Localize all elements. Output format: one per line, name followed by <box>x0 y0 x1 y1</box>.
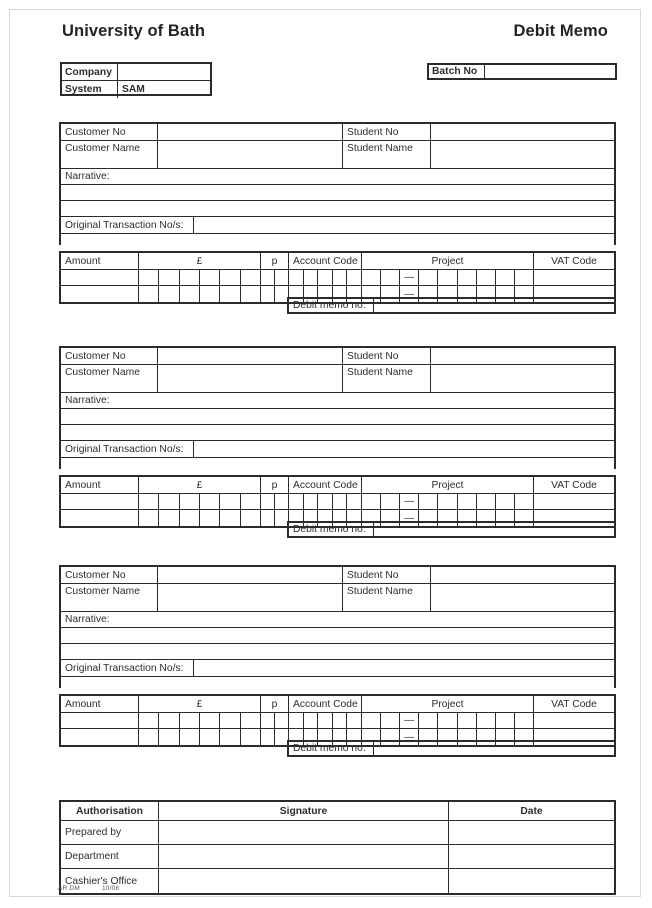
grid-cell[interactable] <box>304 494 319 509</box>
pence-grid-row-2 <box>261 729 288 745</box>
grid-cell[interactable] <box>159 270 179 285</box>
authorisation-header-date: Date <box>520 805 543 817</box>
narrative-label-row: Narrative: <box>61 612 614 628</box>
vat-code-field-1[interactable] <box>534 713 614 729</box>
original-transaction-field[interactable] <box>194 660 614 676</box>
company-value[interactable] <box>118 64 210 80</box>
page-header <box>53 22 617 58</box>
pence-entry-column <box>261 713 289 745</box>
grid-cell[interactable] <box>180 494 200 509</box>
pence-grid-row-1 <box>261 270 288 286</box>
account-code-grid-row-1 <box>289 494 361 510</box>
grid-cell[interactable] <box>438 494 457 509</box>
pound-entry-column <box>139 494 261 526</box>
amount-field-2[interactable] <box>61 729 138 745</box>
amount-column-header: Amount <box>61 477 139 493</box>
amount-table-header <box>61 477 614 494</box>
grid-cell[interactable] <box>318 494 333 509</box>
customer-no-field[interactable] <box>158 567 343 583</box>
customer-name-row <box>61 365 614 393</box>
pence-entry-column <box>261 270 289 302</box>
pound-entry-column <box>139 270 261 302</box>
narrative-line-2[interactable] <box>61 201 614 217</box>
original-transaction-row <box>61 217 614 234</box>
customer-no-label: Customer No <box>61 348 158 364</box>
grid-cell[interactable] <box>304 713 319 728</box>
amount-field-1[interactable] <box>61 713 138 729</box>
grid-cell[interactable] <box>458 270 477 285</box>
student-name-field[interactable] <box>431 584 614 611</box>
project-dash-separator: — <box>400 494 419 509</box>
customer-no-row <box>61 124 614 141</box>
vat-code-field-1[interactable] <box>534 494 614 510</box>
student-no-field[interactable] <box>431 124 614 140</box>
customer-no-field[interactable] <box>158 124 343 140</box>
spacer-row <box>61 234 614 245</box>
grid-cell[interactable] <box>241 286 260 302</box>
amount-entry-column <box>61 270 139 302</box>
authorisation-label-prepared-by: Prepared by <box>61 821 159 844</box>
narrative-label-row: Narrative: <box>61 169 614 185</box>
pound-column-header: £ <box>139 253 261 269</box>
customer-name-row <box>61 584 614 612</box>
pence-column-header: p <box>261 253 289 269</box>
grid-cell[interactable] <box>261 729 275 745</box>
project-dash-separator: — <box>400 713 419 728</box>
grid-cell[interactable] <box>241 729 260 745</box>
pound-grid-row-2 <box>139 286 260 302</box>
grid-cell[interactable] <box>419 270 438 285</box>
pound-grid-row-2 <box>139 510 260 526</box>
amount-field-1[interactable] <box>61 494 138 510</box>
grid-cell[interactable] <box>477 494 496 509</box>
amount-column-header: Amount <box>61 696 139 712</box>
grid-cell[interactable] <box>289 713 304 728</box>
account-code-grid-row-1 <box>289 713 361 729</box>
account-code-column-header: Account Code <box>289 477 362 493</box>
grid-cell[interactable] <box>381 713 400 728</box>
grid-cell[interactable] <box>180 729 200 745</box>
signature-field-department[interactable] <box>159 845 449 868</box>
batch-no-field[interactable] <box>485 65 615 78</box>
project-dash-separator: — <box>400 286 419 302</box>
grid-cell[interactable] <box>261 713 275 728</box>
customer-name-row <box>61 141 614 169</box>
grid-cell[interactable] <box>333 270 348 285</box>
system-value[interactable]: SAM <box>122 84 145 95</box>
project-dash-separator: — <box>400 729 419 745</box>
original-transaction-field[interactable] <box>194 441 614 457</box>
grid-cell[interactable] <box>419 494 438 509</box>
account-code-column-header: Account Code <box>289 696 362 712</box>
account-code-grid-row-1 <box>289 270 361 286</box>
student-no-label: Student No <box>343 567 431 583</box>
customer-name-label: Customer Name <box>61 584 158 611</box>
customer-no-row <box>61 567 614 584</box>
project-column-header: Project <box>362 477 534 493</box>
form-revision-text: 10/08 <box>101 885 120 892</box>
grid-cell[interactable] <box>180 713 200 728</box>
amount-entry-column <box>61 713 139 745</box>
customer-name-label: Customer Name <box>61 141 158 168</box>
date-field-prepared-by[interactable] <box>449 821 614 844</box>
grid-cell[interactable] <box>347 270 361 285</box>
grid-cell[interactable] <box>477 713 496 728</box>
amount-field-1[interactable] <box>61 270 138 286</box>
original-transaction-row <box>61 660 614 677</box>
student-name-field[interactable] <box>431 141 614 168</box>
grid-cell[interactable] <box>362 713 381 728</box>
debit-memo-no-label: Debit memo no: <box>289 299 374 312</box>
grid-cell[interactable] <box>261 286 275 302</box>
customer-no-field[interactable] <box>158 348 343 364</box>
vat-code-column-header: VAT Code <box>551 698 597 710</box>
debit-memo-no-label: Debit memo no: <box>289 523 374 536</box>
batch-no-table <box>427 63 617 80</box>
grid-cell[interactable] <box>515 270 533 285</box>
batch-no-label: Batch No <box>429 65 485 78</box>
grid-cell[interactable] <box>333 494 348 509</box>
grid-cell[interactable] <box>159 286 179 302</box>
debit-memo-no-strip <box>287 521 616 538</box>
grid-cell[interactable] <box>139 510 159 526</box>
grid-cell[interactable] <box>200 729 220 745</box>
vat-code-field-1[interactable] <box>534 270 614 286</box>
amount-table-header <box>61 696 614 713</box>
pence-column-header: p <box>261 696 289 712</box>
pence-grid-row-1 <box>261 713 288 729</box>
grid-cell[interactable] <box>362 494 381 509</box>
pound-grid-row-1 <box>139 494 260 510</box>
system-label: System <box>62 81 118 98</box>
narrative-line-2[interactable] <box>61 425 614 441</box>
organisation-title: University of Bath <box>62 22 205 40</box>
project-grid-row-1 <box>362 713 533 729</box>
narrative-line-1[interactable] <box>61 628 614 644</box>
authorisation-header-signature: Signature <box>159 802 449 820</box>
original-transaction-label: Original Transaction No/s: <box>61 217 194 233</box>
grid-cell[interactable] <box>347 494 361 509</box>
grid-cell[interactable] <box>139 494 159 509</box>
customer-details-section <box>59 346 616 469</box>
vat-code-column-header: VAT Code <box>551 255 597 267</box>
student-no-field[interactable] <box>431 567 614 583</box>
grid-cell[interactable] <box>496 270 515 285</box>
authorisation-row-prepared-by <box>61 821 614 845</box>
grid-cell[interactable] <box>220 729 240 745</box>
form-page <box>9 9 641 897</box>
grid-cell[interactable] <box>318 270 333 285</box>
grid-cell[interactable] <box>333 713 348 728</box>
customer-name-field[interactable] <box>158 365 343 392</box>
customer-name-field[interactable] <box>158 584 343 611</box>
grid-cell[interactable] <box>438 270 457 285</box>
amount-field-2[interactable] <box>61 510 138 526</box>
grid-cell[interactable] <box>139 729 159 745</box>
grid-cell[interactable] <box>139 713 159 728</box>
date-field-department[interactable] <box>449 845 614 868</box>
authorisation-label-cashiers-office: Cashier's Office <box>61 869 159 893</box>
student-name-field[interactable] <box>431 365 614 392</box>
customer-no-row <box>61 348 614 365</box>
company-label: Company <box>62 64 118 80</box>
grid-cell[interactable] <box>220 494 240 509</box>
debit-memo-no-strip <box>287 740 616 757</box>
grid-cell[interactable] <box>220 286 240 302</box>
grid-cell[interactable] <box>139 286 159 302</box>
grid-cell[interactable] <box>438 713 457 728</box>
grid-cell[interactable] <box>381 494 400 509</box>
company-row <box>62 64 210 81</box>
customer-no-label: Customer No <box>61 567 158 583</box>
grid-cell[interactable] <box>318 713 333 728</box>
narrative-line-1[interactable] <box>61 185 614 201</box>
grid-cell[interactable] <box>241 510 260 526</box>
amount-column-header: Amount <box>61 253 139 269</box>
project-dash-separator: — <box>400 510 419 526</box>
grid-cell[interactable] <box>304 270 319 285</box>
project-grid-row-1 <box>362 270 533 286</box>
spacer-row <box>61 677 614 688</box>
student-no-field[interactable] <box>431 348 614 364</box>
grid-cell[interactable] <box>275 494 288 509</box>
grid-cell[interactable] <box>159 729 179 745</box>
original-transaction-row <box>61 441 614 458</box>
pound-grid-row-1 <box>139 713 260 729</box>
grid-cell[interactable] <box>180 286 200 302</box>
original-transaction-label: Original Transaction No/s: <box>61 441 194 457</box>
vat-code-column-header: VAT Code <box>551 479 597 491</box>
student-name-label: Student Name <box>343 584 431 611</box>
date-field-cashiers-office[interactable] <box>449 869 614 893</box>
student-name-label: Student Name <box>343 141 431 168</box>
amount-table-header <box>61 253 614 270</box>
authorisation-label-department: Department <box>61 845 159 868</box>
pound-column-header: £ <box>139 696 261 712</box>
project-dash-separator: — <box>400 270 419 285</box>
grid-cell[interactable] <box>200 286 220 302</box>
pence-entry-column <box>261 494 289 526</box>
customer-name-label: Customer Name <box>61 365 158 392</box>
grid-cell[interactable] <box>515 713 533 728</box>
grid-cell[interactable] <box>159 510 179 526</box>
pence-grid-row-1 <box>261 494 288 510</box>
pence-column-header: p <box>261 477 289 493</box>
grid-cell[interactable] <box>458 494 477 509</box>
customer-details-section <box>59 565 616 688</box>
pence-grid-row-2 <box>261 286 288 302</box>
spacer-row <box>61 458 614 469</box>
project-column-header: Project <box>362 696 534 712</box>
original-transaction-label: Original Transaction No/s: <box>61 660 194 676</box>
grid-cell[interactable] <box>220 270 240 285</box>
amount-entry-column <box>61 494 139 526</box>
customer-no-label: Customer No <box>61 124 158 140</box>
footer-form-code <box>58 885 119 892</box>
grid-cell[interactable] <box>496 494 515 509</box>
form-code-text: AR DM <box>58 885 80 892</box>
document-title: Debit Memo <box>513 22 608 40</box>
company-system-table <box>60 62 212 96</box>
debit-memo-no-field[interactable] <box>374 742 614 755</box>
narrative-line-2[interactable] <box>61 644 614 660</box>
pound-entry-column <box>139 713 261 745</box>
grid-cell[interactable] <box>381 270 400 285</box>
grid-cell[interactable] <box>241 270 260 285</box>
grid-cell[interactable] <box>289 494 304 509</box>
customer-name-field[interactable] <box>158 141 343 168</box>
authorisation-header-row <box>61 802 614 821</box>
narrative-label-row: Narrative: <box>61 393 614 409</box>
authorisation-header-label: Authorisation <box>61 802 159 820</box>
grid-cell[interactable] <box>362 270 381 285</box>
amount-field-2[interactable] <box>61 286 138 302</box>
authorisation-row-department <box>61 845 614 869</box>
grid-cell[interactable] <box>261 510 275 526</box>
signature-field-cashiers-office[interactable] <box>159 869 449 893</box>
grid-cell[interactable] <box>347 713 361 728</box>
system-row <box>62 81 210 98</box>
debit-memo-no-field[interactable] <box>374 299 614 312</box>
authorisation-row-cashiers-office <box>61 869 614 893</box>
account-code-column-header: Account Code <box>289 253 362 269</box>
student-no-label: Student No <box>343 348 431 364</box>
debit-memo-no-label: Debit memo no: <box>289 742 374 755</box>
signature-field-prepared-by[interactable] <box>159 821 449 844</box>
grid-cell[interactable] <box>159 713 179 728</box>
grid-cell[interactable] <box>419 713 438 728</box>
customer-details-section <box>59 122 616 245</box>
grid-cell[interactable] <box>275 713 288 728</box>
pound-grid-row-1 <box>139 270 260 286</box>
grid-cell[interactable] <box>159 494 179 509</box>
debit-memo-no-strip <box>287 297 616 314</box>
grid-cell[interactable] <box>241 494 260 509</box>
grid-cell[interactable] <box>261 270 275 285</box>
grid-cell[interactable] <box>261 494 275 509</box>
grid-cell[interactable] <box>515 494 533 509</box>
grid-cell[interactable] <box>220 510 240 526</box>
grid-cell[interactable] <box>200 510 220 526</box>
grid-cell[interactable] <box>180 270 200 285</box>
grid-cell[interactable] <box>200 494 220 509</box>
project-grid-row-1 <box>362 494 533 510</box>
grid-cell[interactable] <box>180 510 200 526</box>
grid-cell[interactable] <box>241 713 260 728</box>
student-name-label: Student Name <box>343 365 431 392</box>
debit-memo-no-field[interactable] <box>374 523 614 536</box>
grid-cell[interactable] <box>458 713 477 728</box>
grid-cell[interactable] <box>220 713 240 728</box>
grid-cell[interactable] <box>477 270 496 285</box>
pound-column-header: £ <box>139 477 261 493</box>
project-column-header: Project <box>362 253 534 269</box>
grid-cell[interactable] <box>200 713 220 728</box>
grid-cell[interactable] <box>200 270 220 285</box>
grid-cell[interactable] <box>289 270 304 285</box>
grid-cell[interactable] <box>275 270 288 285</box>
grid-cell[interactable] <box>496 713 515 728</box>
student-no-label: Student No <box>343 124 431 140</box>
authorisation-table <box>59 800 616 895</box>
narrative-line-1[interactable] <box>61 409 614 425</box>
pound-grid-row-2 <box>139 729 260 745</box>
grid-cell[interactable] <box>139 270 159 285</box>
original-transaction-field[interactable] <box>194 217 614 233</box>
pence-grid-row-2 <box>261 510 288 526</box>
